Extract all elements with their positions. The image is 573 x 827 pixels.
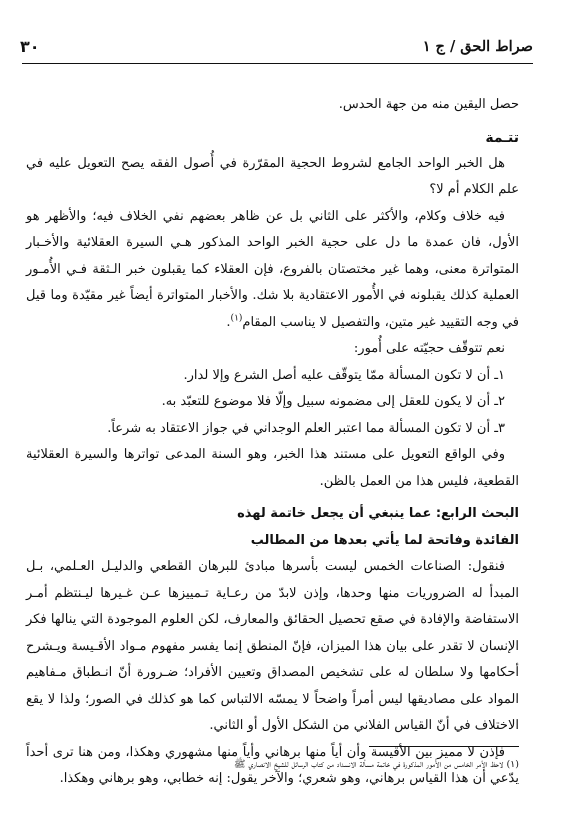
section-heading-line-1: البحث الرابع: عما ينبغي أن يجعل خاتمة لهذه [237,506,519,521]
section-heading-line-2: الفائدة وفاتحة لما يأتي بعدها من المطالب [250,532,519,548]
section-paragraph-2: فإذن لا مميز بين الأقيسة وأن أياً منها برهاني وأياً منها مشهوري وهكذا، ومن هنا ترى أحداً يدّعي أن هذا القياس برهاني، وهو شعري؛ والآخر يقول: إنه خطابي، وهو برهاني وهكذا. [26,744,519,786]
page-number: ٣٠ [20,37,40,56]
reality-paragraph: وفي الواقع التعويل على مستند هذا الخبر، وهو السنة المدعى تواترها والسيرة العقلائية القطعية، فليس هذا من العمل بالظن. [26,447,519,489]
footnote-ref: (١) [230,313,243,324]
conditions-intro: نعم تتوقّف حجيّته على أُمور: [353,341,505,356]
footnote [26,758,519,772]
condition-item-2: ٢ـ أن لا يكون للعقل إلى مضمونه سبيل وإلّا فلا موضوع للتعبّد به. [161,394,505,409]
heading-tatimma: تتـمة [485,129,519,146]
page-header [20,38,533,60]
question-paragraph: هل الخبر الواحد الجامع لشروط الحجية المقرّرة في أُصول الفقه يصح التعويل عليه في علم الكلام أم لا؟ [26,155,519,197]
footnote-rule [369,746,519,747]
section-paragraph-1: فنقول: الصناعات الخمس ليست بأسرها مبادئ للبرهان القطعي والدليـل العـلمي، بـل المبدأ له الضروريات منها وحدها، وإذن لابدّ من رعـاية تـمييزها عـن غـيرها ليـنتظم أمـر الاستفاضة والإفادة في صقع تحصيل الحقائق والمعارف، لكن العلوم الموجودة التي ينالها فكر الإنسان لا تقدر على بيان هذا الميزان، فإنّ المنطق إنما يفسر مفهوم مـواد الأقـيسة ويـشرح أحكامها ولا سلطان له على تشخيص المصداق وتعيين الأفراد؛ ضـرورة أنّ انـطباق مـفاهيم المواد على مصاديقها ليس أمراً واضحاً لا يمسّه الالتباس كما هو كذلك في الصور؛ ولذا لا يقع الاختلاف في أنّ القياس الفلاني من الشكل الأول أو الثاني. [26,559,519,733]
condition-item-3: ٣ـ أن لا تكون المسألة مما اعتبر العلم الوجداني في جواز الاعتقاد به شرعاً. [107,420,505,436]
footnote-text: (١) لاحظ الأمر الخامس من الأُمور المذكورة في خاتمة مسألة الانسداد من كتاب الرسائل للشيخ الانصاري [248,759,519,770]
condition-item-1: ١ـ أن لا تكون المسألة ممّا يتوقّف عليه أصل الشرع وإلا لدار. [183,367,505,383]
opening-line: حصل اليقين منه من جهة الحدس. [338,97,519,112]
answer-paragraph: فيه خلاف وكلام، والأكثر على الثاني بل عن ظاهر بعضهم نفي الخلاف فيه؛ والأظهر هو الأول، فان عمدة ما دل على حجية الخبر الواحد المذكور هـي السيرة العقلائية والأخـبار المتواترة معنى، وهما غير مختصتان بالفروع، فإن العقلاء كما يقبلون خبر الـثقة فـي الأُمـور العملية كذلك يقبلونه في الأُمور الاعتقادية بلا شك. والأخبار المتواترة أيضاً غير مقيّدة وما قيل في وجه التقييد غير متين، والتفصيل لا يناسب المقام$^{(١)}$. [26,208,519,330]
honorific-glyph: ﷺ [233,759,246,770]
running-title: صراط الحق / ج ١ [422,38,533,55]
page-body [26,92,519,793]
answer-text: فيه خلاف وكلام، والأكثر على الثاني بل عن ظاهر بعضهم نفي الخلاف فيه؛ والأظهر هو الأول، فان عمدة ما دل على حجية الخبر الواحد المذكور هـي السيرة العقلائية والأخـبار المتواترة معنى، وهما غير مختصتان بالفروع، فإن العقلاء كما يقبلون خبر الـثقة فـي الأُمـور العملية كذلك يقبلونه في الأُمور الاعتقادية بلا شك. والأخبار المتواترة أيضاً غير مقيّدة وما قيل في وجه التقييد غير متين، والتفصيل لا يناسب المقام [26,208,519,330]
header-rule [22,63,533,64]
